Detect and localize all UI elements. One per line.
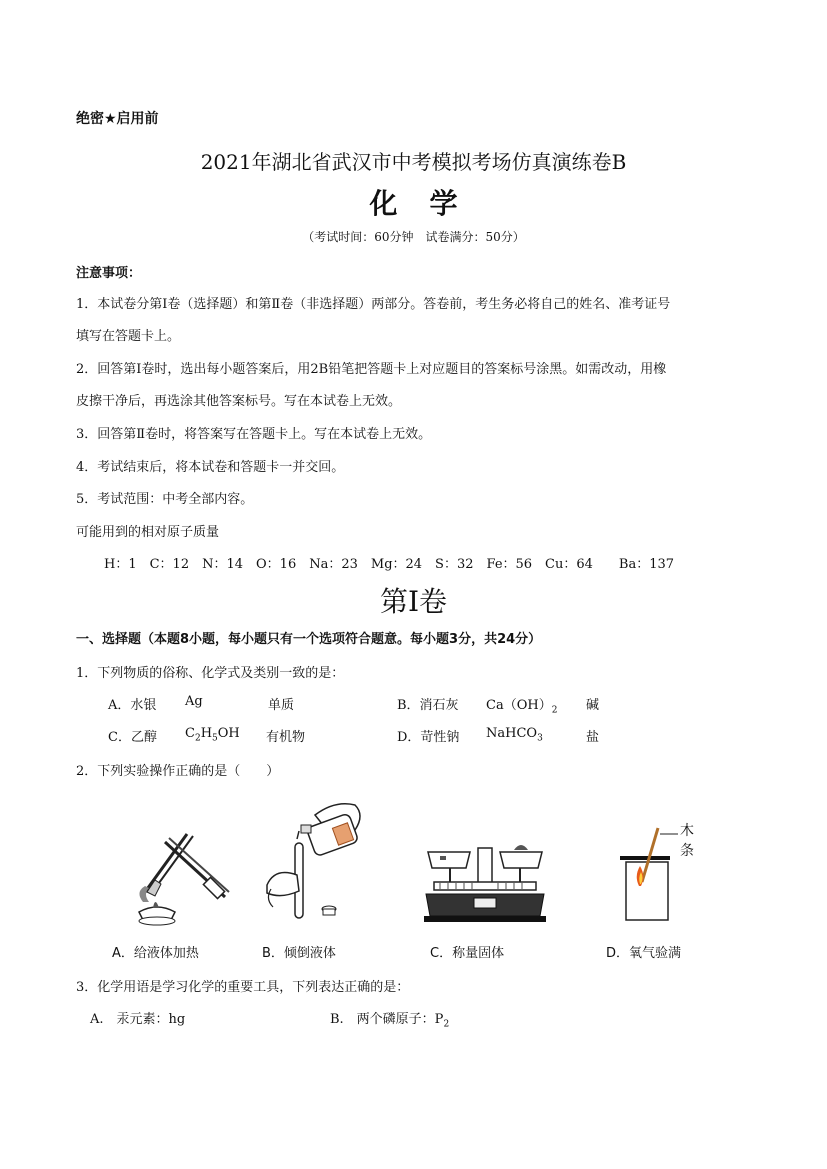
stick-label-1: 木: [680, 823, 694, 839]
q3-option-b-sub: 2: [443, 1019, 450, 1030]
q1-c-f3: OH: [217, 726, 240, 741]
subject-title: 化学: [369, 187, 490, 220]
notice-item: 皮擦干净后，再选涂其他答案标号。写在本试卷上无效。: [76, 394, 402, 409]
q1-option-d-formula: [486, 726, 543, 744]
notice-item: 1．本试卷分第Ⅰ卷（选择题）和第Ⅱ卷（非选择题）两部分。答卷前，考生务必将自己的姓名、准考证号: [76, 297, 671, 312]
q1-option-d-label: D．苛性钠: [397, 730, 460, 745]
caption-d: D．氧气验满: [606, 946, 682, 961]
q1-c-f2: H: [200, 726, 213, 741]
caption-b: B．倾倒液体: [262, 946, 336, 961]
q1-option-d-formula-main: NaHCO: [486, 726, 538, 741]
q3-option-a: A. 汞元素：hg: [90, 1012, 186, 1027]
q1-option-d-formula-sub: 3: [537, 733, 543, 744]
notice-heading: 注意事项：: [76, 266, 142, 281]
notice-item: 3．回答第Ⅱ卷时，将答案写在答题卡上。写在本试卷上无效。: [76, 427, 432, 442]
q1-option-d-category: 盐: [586, 730, 600, 745]
q3-option-b-main: B. 两个磷原子：P: [330, 1012, 444, 1027]
notice-item: 5．考试范围：中考全部内容。: [76, 492, 254, 507]
q1-option-c-formula: [185, 726, 240, 744]
question-3-stem: 3．化学用语是学习化学的重要工具，下列表达正确的是：: [76, 980, 410, 995]
time-info: （考试时间：60分钟 试卷满分：50分）: [302, 230, 525, 244]
atomic-heading: 可能用到的相对原子质量: [76, 525, 220, 540]
q3-option-b: [330, 1008, 449, 1030]
exam-title: 2021年湖北省武汉市中考模拟考场仿真演练卷B: [200, 150, 627, 174]
figure-weighing-solid: [420, 838, 550, 926]
figure-heating-liquid: [125, 822, 235, 927]
volume-title: 第Ⅰ卷: [379, 585, 448, 618]
q1-option-b-formula-main: Ca（OH）: [486, 698, 552, 713]
q1-c-s1: 2: [194, 733, 201, 744]
q1-option-b-formula: [486, 694, 557, 716]
q1-c-f1: C: [185, 726, 195, 741]
atomic-masses: H：1 C：12 N：14 O：16 Na：23 Mg：24 S：32 Fe：56 Cu：64 Ba：137: [104, 557, 675, 572]
q1-option-b-formula-sub: 2: [551, 705, 558, 716]
q1-option-a-formula: Ag: [185, 694, 203, 709]
figure-pouring-liquid: [255, 795, 385, 930]
section-heading: 一、选择题（本题8小题，每小题只有一个选项符合题意。每小题3分，共24分）: [76, 632, 542, 647]
caption-a: A．给液体加热: [112, 946, 199, 961]
notice-item: 2．回答第Ⅰ卷时，选出每小题答案后，用2B铅笔把答题卡上对应题目的答案标号涂黑。如需改动，用橡: [76, 362, 667, 377]
q1-option-c-label: C．乙醇: [108, 730, 157, 745]
stick-label-2: 条: [680, 843, 694, 859]
question-2-stem: 2．下列实验操作正确的是（ ）: [76, 764, 280, 779]
q1-option-a-label: A．水银: [108, 698, 157, 713]
notice-item: 4．考试结束后，将本试卷和答题卡一并交回。: [76, 460, 345, 475]
notice-item: 填写在答题卡上。: [76, 329, 181, 344]
question-1-stem: 1．下列物质的俗称、化学式及类别一致的是：: [76, 666, 345, 681]
q1-option-b-label: B．消石灰: [397, 698, 459, 713]
q1-option-a-category: 单质: [268, 698, 295, 713]
secret-label: 绝密★启用前: [76, 111, 159, 127]
q1-c-s2: 5: [212, 733, 218, 744]
caption-c: C．称量固体: [430, 946, 505, 961]
q1-option-c-category: 有机物: [266, 730, 306, 745]
q1-option-b-category: 碱: [586, 698, 600, 713]
